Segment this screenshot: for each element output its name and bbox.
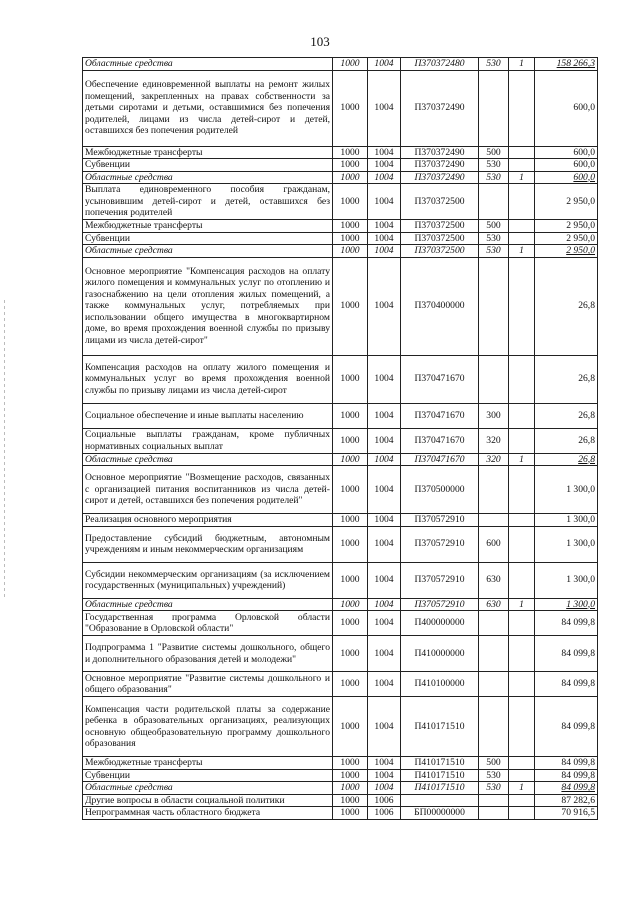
section-code: 1000 (333, 782, 368, 795)
target-article-code: П370372490 (401, 159, 479, 172)
expense-type-code: 530 (479, 782, 509, 795)
table-row (83, 428, 598, 453)
table-row (83, 70, 598, 146)
section-code: 1000 (333, 171, 368, 184)
section-code: 1000 (333, 453, 368, 466)
source-code (509, 70, 535, 146)
row-name: Межбюджетные трансферты (83, 146, 333, 159)
target-article-code: П370471670 (401, 453, 479, 466)
expense-type-code: 500 (479, 220, 509, 233)
subsection-code: 1004 (368, 466, 401, 514)
target-article-code: П370572910 (401, 598, 479, 611)
row-name: Компенсация части родительской платы за содержание ребенка в образовательных организациях, реализующих основную общеобразовательную программу дошкольного образования (83, 697, 333, 757)
amount: 26,8 (535, 428, 598, 453)
amount: 2 950,0 (535, 245, 598, 258)
section-code: 1000 (333, 757, 368, 770)
amount: 84 099,8 (535, 769, 598, 782)
expense-type-code (479, 355, 509, 403)
subsection-code: 1004 (368, 232, 401, 245)
section-code: 1000 (333, 184, 368, 220)
row-name: Государственная программа Орловской области "Образование в Орловской области" (83, 611, 333, 636)
source-code (509, 184, 535, 220)
subsection-code: 1006 (368, 807, 401, 820)
amount: 70 916,5 (535, 807, 598, 820)
table-row (83, 355, 598, 403)
subsection-code: 1004 (368, 428, 401, 453)
row-name: Межбюджетные трансферты (83, 220, 333, 233)
section-code: 1000 (333, 514, 368, 527)
table-row (83, 232, 598, 245)
table-row (83, 794, 598, 807)
source-code (509, 403, 535, 428)
row-name: Подпрограмма 1 "Развитие системы дошкольного, общего и дополнительного образования детей и молодежи" (83, 636, 333, 672)
row-name: Основное мероприятие "Компенсация расходов на оплату жилого помещения и коммунальных услуг по отоплению и газоснабжению на цели отопления жилых помещений, а также коммунальных услуг, потребляемых при использовании общего имущества в многоквартирном доме, во время прохождения военной службы по призыву лицами из числа детей-сирот" (83, 257, 333, 355)
budget-table (82, 57, 598, 820)
section-code: 1000 (333, 245, 368, 258)
amount: 600,0 (535, 70, 598, 146)
subsection-code: 1004 (368, 611, 401, 636)
source-code (509, 769, 535, 782)
section-code: 1000 (333, 232, 368, 245)
amount: 84 099,8 (535, 757, 598, 770)
amount: 87 282,6 (535, 794, 598, 807)
amount: 84 099,8 (535, 672, 598, 697)
target-article-code: П370372480 (401, 58, 479, 71)
table-row (83, 782, 598, 795)
amount: 84 099,8 (535, 611, 598, 636)
section-code: 1000 (333, 697, 368, 757)
subsection-code: 1004 (368, 245, 401, 258)
table-row (83, 257, 598, 355)
amount: 26,8 (535, 355, 598, 403)
expense-type-code: 500 (479, 146, 509, 159)
section-code: 1000 (333, 146, 368, 159)
expense-type-code (479, 514, 509, 527)
row-name: Межбюджетные трансферты (83, 757, 333, 770)
table-row (83, 159, 598, 172)
section-code: 1000 (333, 403, 368, 428)
expense-type-code: 530 (479, 159, 509, 172)
expense-type-code: 300 (479, 403, 509, 428)
subsection-code: 1004 (368, 598, 401, 611)
source-code (509, 428, 535, 453)
amount: 26,8 (535, 453, 598, 466)
target-article-code (401, 794, 479, 807)
amount: 1 300,0 (535, 526, 598, 562)
row-name: Областные средства (83, 598, 333, 611)
subsection-code: 1004 (368, 171, 401, 184)
target-article-code: П370372490 (401, 171, 479, 184)
amount: 1 300,0 (535, 466, 598, 514)
section-code: 1000 (333, 598, 368, 611)
target-article-code: П410171510 (401, 782, 479, 795)
subsection-code: 1004 (368, 514, 401, 527)
source-code (509, 159, 535, 172)
target-article-code: П370572910 (401, 514, 479, 527)
subsection-code: 1004 (368, 355, 401, 403)
amount: 600,0 (535, 171, 598, 184)
expense-type-code (479, 611, 509, 636)
section-code: 1000 (333, 466, 368, 514)
amount: 1 300,0 (535, 598, 598, 611)
target-article-code: П370471670 (401, 403, 479, 428)
subsection-code: 1004 (368, 257, 401, 355)
subsection-code: 1004 (368, 146, 401, 159)
row-name: Субвенции (83, 232, 333, 245)
expense-type-code: 530 (479, 171, 509, 184)
table-row (83, 636, 598, 672)
source-code (509, 232, 535, 245)
target-article-code: П400000000 (401, 611, 479, 636)
source-code (509, 220, 535, 233)
section-code: 1000 (333, 58, 368, 71)
subsection-code: 1004 (368, 672, 401, 697)
source-code: 1 (509, 782, 535, 795)
source-code (509, 611, 535, 636)
target-article-code: П370572910 (401, 526, 479, 562)
amount: 84 099,8 (535, 782, 598, 795)
scan-edge-mark (4, 300, 5, 600)
subsection-code: 1004 (368, 562, 401, 598)
row-name: Выплата единовременного пособия гражданам, усыновившим детей-сирот и детей, оставшихся без попечения родителей (83, 184, 333, 220)
section-code: 1000 (333, 159, 368, 172)
target-article-code: П370372490 (401, 70, 479, 146)
subsection-code: 1004 (368, 58, 401, 71)
amount: 1 300,0 (535, 514, 598, 527)
source-code (509, 636, 535, 672)
amount: 2 950,0 (535, 232, 598, 245)
expense-type-code (479, 184, 509, 220)
source-code: 1 (509, 598, 535, 611)
table-row (83, 526, 598, 562)
expense-type-code (479, 466, 509, 514)
table-row (83, 562, 598, 598)
expense-type-code (479, 807, 509, 820)
expense-type-code: 320 (479, 428, 509, 453)
row-name: Субвенции (83, 769, 333, 782)
subsection-code: 1004 (368, 220, 401, 233)
amount: 26,8 (535, 403, 598, 428)
amount: 26,8 (535, 257, 598, 355)
section-code: 1000 (333, 562, 368, 598)
table-row (83, 453, 598, 466)
page-number: 103 (310, 34, 330, 49)
target-article-code: П410100000 (401, 672, 479, 697)
target-article-code: БП00000000 (401, 807, 479, 820)
expense-type-code: 530 (479, 245, 509, 258)
source-code: 1 (509, 453, 535, 466)
target-article-code: П410171510 (401, 697, 479, 757)
source-code: 1 (509, 171, 535, 184)
section-code: 1000 (333, 636, 368, 672)
expense-type-code (479, 636, 509, 672)
row-name: Субсидии некоммерческим организациям (за исключением государственных (муниципальных) учреждений) (83, 562, 333, 598)
table-row (83, 171, 598, 184)
expense-type-code: 600 (479, 526, 509, 562)
section-code: 1000 (333, 70, 368, 146)
row-name: Субвенции (83, 159, 333, 172)
amount: 158 266,3 (535, 58, 598, 71)
source-code (509, 466, 535, 514)
section-code: 1000 (333, 257, 368, 355)
source-code (509, 562, 535, 598)
source-code (509, 672, 535, 697)
source-code (509, 697, 535, 757)
section-code: 1000 (333, 526, 368, 562)
amount: 1 300,0 (535, 562, 598, 598)
source-code (509, 807, 535, 820)
expense-type-code (479, 70, 509, 146)
amount: 84 099,8 (535, 697, 598, 757)
row-name: Реализация основного мероприятия (83, 514, 333, 527)
table-row (83, 184, 598, 220)
row-name: Областные средства (83, 245, 333, 258)
target-article-code: П370372500 (401, 245, 479, 258)
amount: 84 099,8 (535, 636, 598, 672)
subsection-code: 1004 (368, 159, 401, 172)
row-name: Основное мероприятие "Возмещение расходов, связанных с организацией питания воспитанников из числа детей-сирот и детей, оставшихся без попечения родителей" (83, 466, 333, 514)
amount: 2 950,0 (535, 184, 598, 220)
expense-type-code (479, 257, 509, 355)
section-code: 1000 (333, 428, 368, 453)
table-row (83, 757, 598, 770)
row-name: Основное мероприятие "Развитие системы дошкольного и общего образования" (83, 672, 333, 697)
source-code (509, 757, 535, 770)
expense-type-code (479, 672, 509, 697)
target-article-code: П370372500 (401, 232, 479, 245)
table-row (83, 807, 598, 820)
amount: 600,0 (535, 146, 598, 159)
subsection-code: 1004 (368, 184, 401, 220)
row-name: Областные средства (83, 782, 333, 795)
amount: 600,0 (535, 159, 598, 172)
subsection-code: 1004 (368, 403, 401, 428)
source-code (509, 146, 535, 159)
table-row (83, 598, 598, 611)
row-name: Областные средства (83, 171, 333, 184)
source-code (509, 526, 535, 562)
expense-type-code: 320 (479, 453, 509, 466)
subsection-code: 1004 (368, 757, 401, 770)
subsection-code: 1004 (368, 636, 401, 672)
target-article-code: П370372490 (401, 146, 479, 159)
target-article-code: П410171510 (401, 757, 479, 770)
amount: 2 950,0 (535, 220, 598, 233)
table-row (83, 769, 598, 782)
table-row (83, 245, 598, 258)
row-name: Непрограммная часть областного бюджета (83, 807, 333, 820)
target-article-code: П370372500 (401, 220, 479, 233)
expense-type-code (479, 794, 509, 807)
row-name: Социальные выплаты гражданам, кроме публичных нормативных социальных выплат (83, 428, 333, 453)
section-code: 1000 (333, 769, 368, 782)
target-article-code: П410171510 (401, 769, 479, 782)
row-name: Другие вопросы в области социальной политики (83, 794, 333, 807)
subsection-code: 1004 (368, 782, 401, 795)
row-name: Областные средства (83, 58, 333, 71)
expense-type-code: 630 (479, 562, 509, 598)
budget-table-body (83, 58, 598, 820)
subsection-code: 1006 (368, 794, 401, 807)
target-article-code: П370471670 (401, 428, 479, 453)
target-article-code: П370572910 (401, 562, 479, 598)
table-row (83, 466, 598, 514)
subsection-code: 1004 (368, 70, 401, 146)
table-row (83, 403, 598, 428)
subsection-code: 1004 (368, 697, 401, 757)
row-name: Обеспечение единовременной выплаты на ремонт жилых помещений, закрепленных на правах собственности за детьми сиротами и детьми, оставшимися без попечения родителей, лицами из числа детей-сирот и детей, оставшихся без попечения родителей (83, 70, 333, 146)
target-article-code: П370400000 (401, 257, 479, 355)
source-code: 1 (509, 245, 535, 258)
row-name: Компенсация расходов на оплату жилого помещения и коммунальных услуг во время прохождения военной службы по призыву лицами из числа детей-сирот (83, 355, 333, 403)
row-name: Социальное обеспечение и иные выплаты населению (83, 403, 333, 428)
section-code: 1000 (333, 807, 368, 820)
section-code: 1000 (333, 672, 368, 697)
source-code: 1 (509, 58, 535, 71)
row-name: Областные средства (83, 453, 333, 466)
expense-type-code: 530 (479, 769, 509, 782)
table-row (83, 697, 598, 757)
expense-type-code (479, 697, 509, 757)
source-code (509, 794, 535, 807)
table-row (83, 514, 598, 527)
target-article-code: П370471670 (401, 355, 479, 403)
target-article-code: П370372500 (401, 184, 479, 220)
table-row (83, 611, 598, 636)
subsection-code: 1004 (368, 526, 401, 562)
section-code: 1000 (333, 220, 368, 233)
subsection-code: 1004 (368, 453, 401, 466)
table-row (83, 220, 598, 233)
section-code: 1000 (333, 355, 368, 403)
table-row (83, 672, 598, 697)
table-row (83, 146, 598, 159)
expense-type-code: 630 (479, 598, 509, 611)
expense-type-code: 500 (479, 757, 509, 770)
subsection-code: 1004 (368, 769, 401, 782)
row-name: Предоставление субсидий бюджетным, автономным учреждениям и иным некоммерческим организациям (83, 526, 333, 562)
table-row (83, 58, 598, 71)
section-code: 1000 (333, 611, 368, 636)
expense-type-code: 530 (479, 232, 509, 245)
expense-type-code: 530 (479, 58, 509, 71)
source-code (509, 514, 535, 527)
section-code: 1000 (333, 794, 368, 807)
target-article-code: П370500000 (401, 466, 479, 514)
target-article-code: П410000000 (401, 636, 479, 672)
source-code (509, 355, 535, 403)
source-code (509, 257, 535, 355)
